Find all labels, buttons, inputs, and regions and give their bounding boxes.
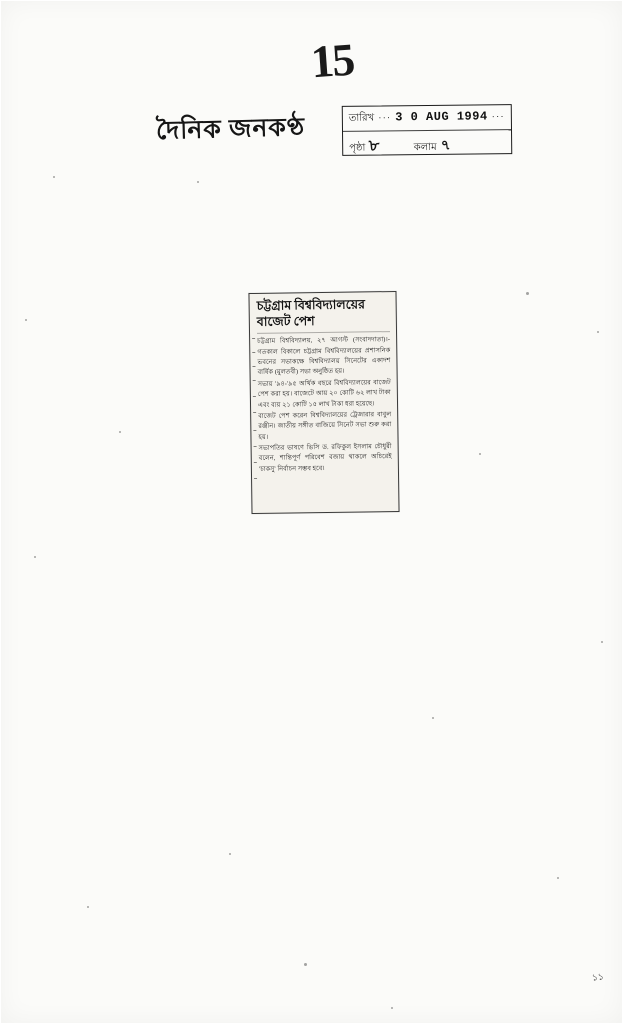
stamp-column-label: কলাম	[413, 141, 437, 154]
scan-speck	[557, 877, 559, 879]
scan-speck	[34, 556, 36, 558]
stamp-page-column-row	[349, 132, 450, 160]
scan-speck	[601, 641, 603, 643]
stamp-column-value: ৭	[439, 138, 451, 155]
stamp-dots-trailer: ···	[491, 111, 505, 123]
scan-speck	[391, 1007, 393, 1009]
clipping-headline-line2: বাজেট পেশ	[256, 313, 315, 329]
clipping-paragraph: বাজেট পেশ করেন বিশ্ববিদ্যালয়ের ট্রেজারার বাবুল রঞ্জীন। জাতীয় সঙ্গীত বাজিয়ে সিনেট সভা শুরু করা হয়।	[258, 410, 392, 441]
stamp-page-value: ৮	[368, 137, 381, 156]
scan-speck	[53, 176, 55, 178]
scan-speck	[526, 292, 529, 295]
news-clipping	[248, 291, 399, 514]
stamp-date-row	[349, 109, 505, 128]
stamp-date-value: 3 0 AUG 1994	[395, 109, 488, 125]
scan-speck	[119, 431, 121, 433]
corner-annotation: ১১	[591, 971, 605, 983]
clipping-headline	[257, 297, 390, 330]
scan-speck	[229, 853, 231, 855]
scan-speck	[479, 453, 481, 455]
clipping-body	[257, 335, 392, 475]
stamp-page-label: পৃষ্ঠা	[349, 142, 366, 154]
scan-speck	[597, 331, 599, 333]
scan-speck	[87, 906, 89, 908]
scan-speck	[304, 963, 307, 966]
scan-speck	[197, 181, 199, 183]
clipping-paragraph: সভাপতির ভাষণে ভিসি ড. রফিকুল ইসলাম চৌধুরী বলেন, শান্তিপূর্ণ পরিবেশ বজায় থাকলে অচিরেই 'চাকসু' নির্বাচন সম্ভব হবে।	[258, 443, 392, 473]
scan-speck	[432, 717, 434, 719]
clipping-paragraph: চট্টগ্রাম বিশ্ববিদ্যালয়, ২৭ আগস্ট (সংবাদদাতা)।- গতকাল বিকালে চট্টগ্রাম বিশ্ববিদ্যালয়ের প্রশাসনিক ভবনের সভাকক্ষে বিশ্ববিদ্যালয় সিনেটের একাদশ বার্ষিক (মুলতবী) সভা অনুষ্ঠিত হয়।	[257, 336, 391, 377]
clipping-headline-line1: চট্টগ্রাম বিশ্ববিদ্যালয়ের	[256, 297, 366, 313]
archive-date-stamp	[342, 104, 513, 156]
clipping-paragraph: সভায় '৯৪-'৯৫ অর্থিক বছরে বিশ্ববিদ্যালয়ের বাজেট পেশ করা হয়। বাজেটে আয় ২০ কোটি ৬২ লাখ টাকা এবং ব্যয় ২১ কোটি ১৫ লাখ টাকা ধরা হয়েছে।	[257, 378, 391, 409]
clipping-rule	[257, 331, 390, 334]
stamp-date-label: তারিখ	[348, 112, 375, 124]
handwritten-page-number: 15	[309, 33, 355, 88]
stamp-dots-leader: ···	[378, 112, 392, 124]
scan-speck	[25, 319, 27, 321]
newspaper-masthead: দৈনিক জনকণ্ঠ	[155, 114, 306, 145]
